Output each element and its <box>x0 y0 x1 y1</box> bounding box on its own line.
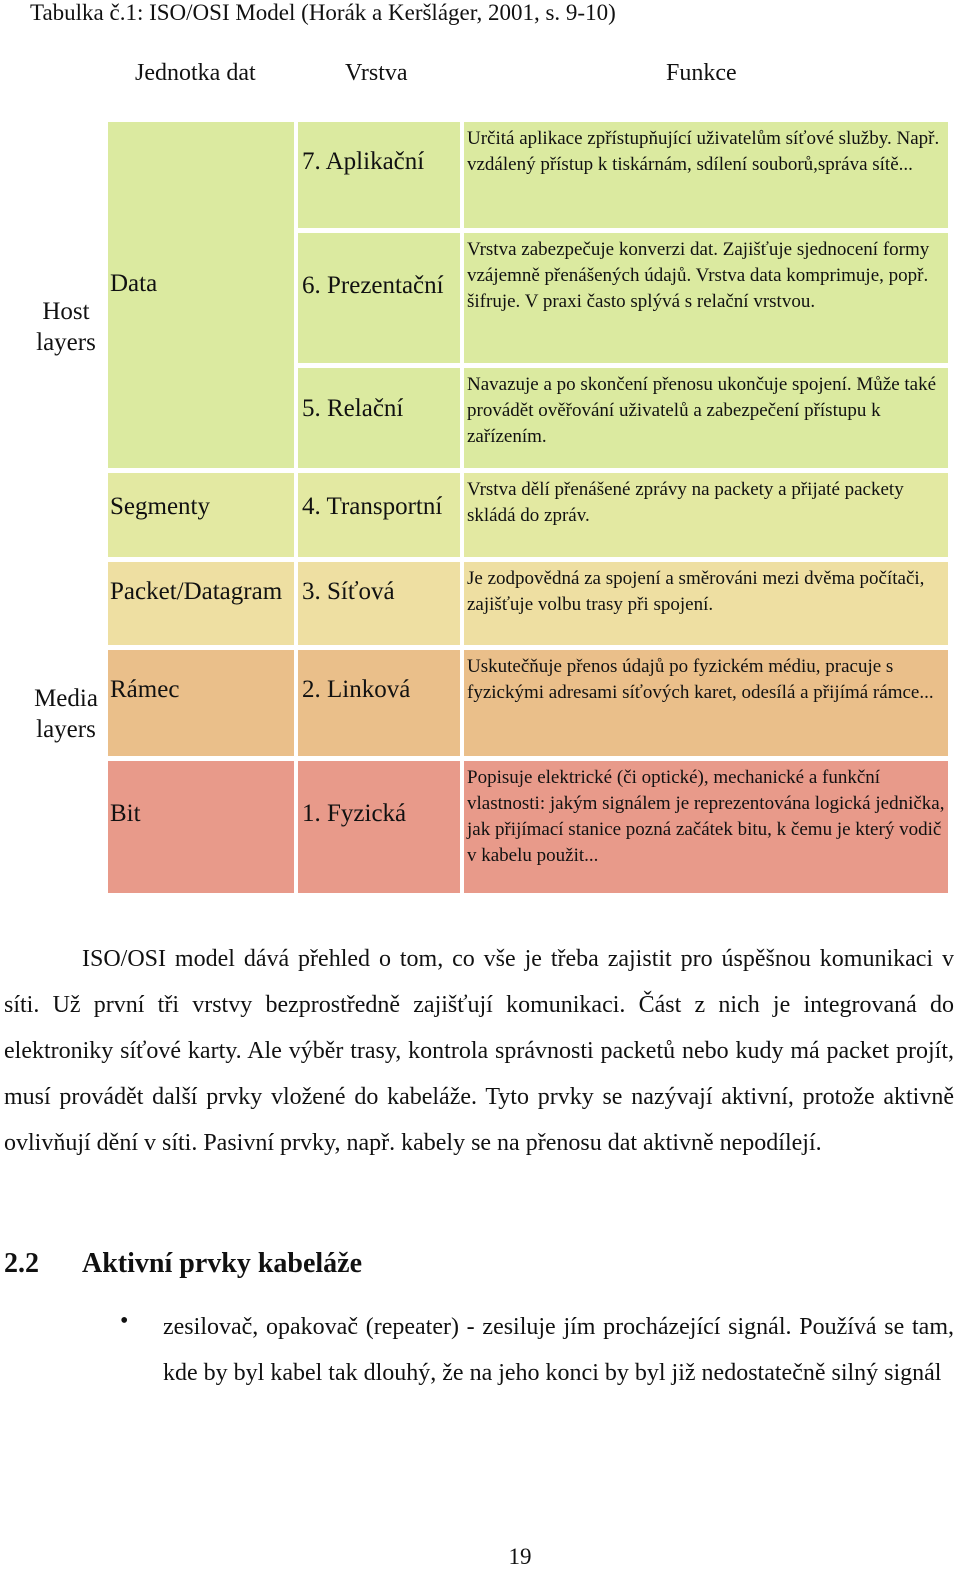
unit-label-packet: Packet/Datagram <box>110 578 283 605</box>
section-title: Aktivní prvky kabeláže <box>82 1248 363 1279</box>
bullet-icon: • <box>120 1308 129 1334</box>
function-6: Vrstva zabezpečuje konverzi dat. Zajišťuje sjednocení formy vzájemně přenášených údajů. Vrstva data komprimuje, popř. šifruje. V praxi často splývá s relační vrstvou. <box>464 233 948 363</box>
function-5: Navazuje a po skončení přenosu ukončuje spojení. Může také provádět ověřování uživatelů a zabezpečení přístupu k zařízením. <box>464 368 948 468</box>
bullet-item: zesilovač, opakovač (repeater) - zesiluje jím procházející signál. Používá se tam, kde by byl kabel tak dlouhý, že na jeho konci by byl již nedostatečně silný signál <box>163 1314 954 1386</box>
group-label-host: Host layers <box>36 298 96 356</box>
layer-label-5: 5. Relační <box>302 395 404 422</box>
header-layer: Vrstva <box>345 60 408 86</box>
page-number: 19 <box>508 1544 532 1569</box>
section-number: 2.2 <box>4 1248 39 1279</box>
function-7: Určitá aplikace zpřístupňující uživatelům síťové služby. Např. vzdálený přístup k tiskárnám, sdílení souborů,správa sítě... <box>464 122 948 228</box>
layer-label-3: 3. Síťová <box>302 578 395 605</box>
paragraph-text: ISO/OSI model dává přehled o tom, co vše je třeba zajistit pro úspěšnou komunikaci v síti. Už první tři vrstvy bezprostředně zajišťují komunikaci. Část z nich je integrovaná do elektroniky síťové karty. Ale výběr trasy, kontrola správnosti packetů nebo kudy má packet projít, musí provádět další prvky vložené do kabeláže. Tyto prvky se nazývají aktivní, protože aktivně ovlivňují dění v síti. Pasivní prvky, např. kabely se na přenosu dat aktivně nepodílejí. <box>4 946 954 1156</box>
function-2: Uskutečňuje přenos údajů po fyzickém médiu, pracuje s fyzickými adresami síťových karet, odesílá a přijímá rámce... <box>464 650 948 756</box>
layer-label-7: 7. Aplikační <box>302 148 425 175</box>
function-3: Je zodpovědná za spojení a směrováni mezi dvěma počítači, zajišťuje volbu trasy při spojení. <box>464 562 948 645</box>
layer-label-2: 2. Linková <box>302 676 411 703</box>
section-heading <box>4 1248 362 1280</box>
function-1: Popisuje elektrické (či optické), mechanické a funkční vlastnosti: jakým signálem je reprezentována logická jednička, jak přijímací stanice pozná začátek bitu, k čemu je který vodič v kabelu použit... <box>464 761 948 893</box>
header-unit: Jednotka dat <box>135 60 256 86</box>
function-4: Vrstva dělí přenášené zprávy na packety a přijaté packety skládá do zpráv. <box>464 473 948 557</box>
unit-label-data: Data <box>110 270 158 297</box>
layer-label-1: 1. Fyzická <box>302 800 407 827</box>
layer-label-4: 4. Transportní <box>302 493 443 520</box>
table-caption: Tabulka č.1: ISO/OSI Model (Horák a Keršláger, 2001, s. 9-10) <box>30 0 616 25</box>
unit-label-ramec: Rámec <box>110 676 180 703</box>
group-label-media: Media layers <box>34 685 98 743</box>
header-function: Funkce <box>666 60 737 86</box>
unit-label-bit: Bit <box>110 800 141 827</box>
layer-label-6: 6. Prezentační <box>302 272 444 299</box>
body-paragraph <box>4 936 954 1166</box>
unit-label-segmenty: Segmenty <box>110 493 210 520</box>
